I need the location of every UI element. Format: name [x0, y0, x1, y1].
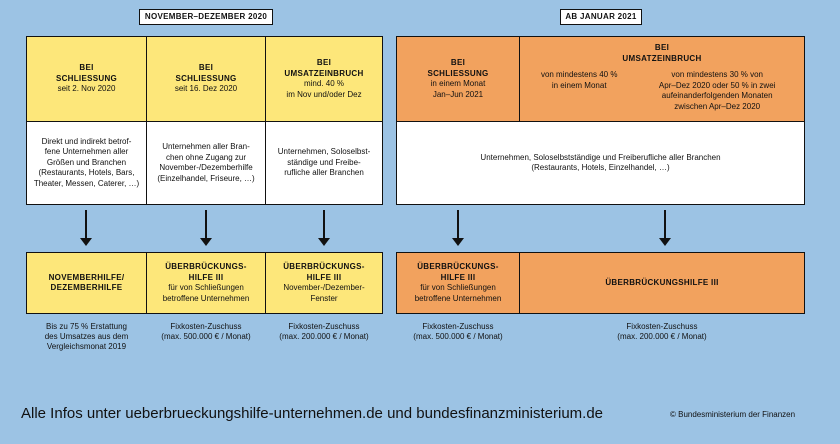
header-nov-dez: NOVEMBER–DEZEMBER 2020 — [139, 9, 273, 25]
note-line: (max. 500.000 € / Monat) — [413, 332, 503, 341]
note-4 — [396, 322, 520, 342]
note-line: Vergleichsmonat 2019 — [46, 342, 127, 351]
note-line: (max. 500.000 € / Monat) — [161, 332, 251, 341]
top-box-umsatzeinbruch-2021 — [519, 36, 805, 122]
top-box-title1: BEI — [198, 63, 214, 73]
bottom-sub: für von Schließungen — [420, 283, 496, 292]
note-line: (max. 200.000 € / Monat) — [279, 332, 369, 341]
bottom-title: NOVEMBERHILFE/ — [48, 272, 125, 282]
mid-line: Direkt und indirekt betrof- — [41, 136, 132, 146]
criteria-line: von mindestens 40 % — [540, 70, 618, 79]
top-box-schliessung-dez — [146, 36, 266, 122]
mid-line: (Einzelhandel, Friseure, …) — [157, 173, 255, 183]
mid-line: (Restaurants, Hotels, Bars, — [38, 168, 135, 178]
note-line: Fixkosten-Zuschuss — [288, 322, 360, 331]
bottom-title: DEZEMBERHILFE — [50, 283, 123, 292]
bottom-title: ÜBERBRÜCKUNGS- — [283, 262, 365, 271]
note-line: Fixkosten-Zuschuss — [626, 322, 698, 331]
top-box-sub1: seit 16. Dez 2020 — [174, 84, 238, 94]
bottom-title: ÜBERBRÜCKUNGS- — [417, 262, 499, 271]
mid-line: chen ohne Zugang zur — [165, 152, 247, 162]
note-line: Fixkosten-Zuschuss — [170, 322, 242, 331]
top-box-sub2: im Nov und/oder Dez — [286, 89, 362, 99]
top-box-sub1: in einem Monat — [430, 79, 486, 88]
note-line: des Umsatzes aus dem — [44, 332, 129, 341]
mid-box-3 — [265, 121, 383, 205]
note-2 — [146, 322, 266, 342]
top-box-umsatzeinbruch-2020 — [265, 36, 383, 122]
top-box-title2: SCHLIESSUNG — [55, 73, 118, 83]
bottom-title: HILFE III — [306, 272, 342, 282]
note-3 — [265, 322, 383, 342]
top-box-title2: UMSATZEINBRUCH — [622, 53, 702, 63]
top-box-left-criteria — [524, 70, 634, 112]
top-box-title2: SCHLIESSUNG — [175, 73, 237, 83]
top-box-title2: UMSATZEINBRUCH — [284, 68, 364, 78]
bottom-box-ueberbrueckungshilfe-iii — [519, 252, 805, 314]
bottom-title: HILFE III — [188, 272, 224, 282]
top-box-schliessung-nov — [26, 36, 147, 122]
mid-line: November-/Dezemberhilfe — [159, 163, 253, 172]
header-ab-januar: AB JANUAR 2021 — [560, 9, 642, 25]
mid-box-2 — [146, 121, 266, 205]
mid-line: Unternehmen, Soloselbst- — [277, 147, 371, 157]
top-box-split — [524, 70, 800, 112]
note-5 — [519, 322, 805, 342]
note-1 — [26, 322, 147, 352]
note-line: Fixkosten-Zuschuss — [422, 322, 494, 331]
top-box-right-criteria — [634, 70, 800, 112]
bottom-title: ÜBERBRÜCKUNGSHILFE III — [605, 277, 719, 287]
bottom-title: HILFE III — [440, 272, 476, 282]
note-line: Bis zu 75 % Erstattung — [46, 322, 127, 331]
top-box-sub1: mind. 40 % — [303, 79, 345, 88]
mid-box-1 — [26, 121, 147, 205]
bottom-title: ÜBERBRÜCKUNGS- — [165, 262, 247, 271]
criteria-line: aufeinanderfolgenden Monaten — [661, 91, 773, 100]
top-box-sub2: Jan–Jun 2021 — [432, 89, 484, 99]
bottom-box-novemberhilfe — [26, 252, 147, 314]
mid-line: Unternehmen, Soloselbstständige und Freiberufliche aller Branchen — [480, 152, 721, 162]
mid-line: Größen und Branchen — [46, 157, 127, 167]
note-line: (max. 200.000 € / Monat) — [617, 332, 707, 341]
copyright-text: © Bundesministerium der Finanzen — [670, 410, 796, 419]
bottom-sub: für von Schließungen — [168, 283, 244, 292]
top-box-sub1: seit 2. Nov 2020 — [57, 84, 116, 94]
bottom-sub: November-/Dezember- — [283, 283, 365, 292]
bottom-box-ueberbrueckung-schliessung — [146, 252, 266, 314]
mid-line: ständige und Freibe- — [287, 157, 361, 167]
top-box-title2: SCHLIESSUNG — [427, 68, 489, 78]
mid-box-2021 — [396, 121, 805, 205]
bottom-sub: betroffene Unternehmen — [414, 293, 502, 303]
criteria-line: zwischen Apr–Dez 2020 — [674, 101, 761, 111]
bottom-sub: Fenster — [310, 293, 338, 303]
bottom-sub: betroffene Unternehmen — [162, 293, 250, 303]
mid-line: Unternehmen aller Bran- — [162, 142, 250, 151]
mid-line: fene Unternehmen aller — [44, 147, 129, 157]
top-box-title1: BEI — [316, 58, 332, 67]
criteria-line: Apr–Dez 2020 oder 50 % in zwei — [658, 80, 776, 90]
top-box-schliessung-2021 — [396, 36, 520, 122]
bottom-box-ueberbrueckung-fenster — [265, 252, 383, 314]
top-box-title1: BEI — [654, 43, 670, 52]
mid-line: rufliche aller Branchen — [284, 168, 364, 178]
mid-line: Theater, Messen, Caterer, …) — [33, 178, 140, 188]
top-box-title1: BEI — [79, 63, 94, 73]
mid-line: (Restaurants, Hotels, Einzelhandel, …) — [531, 163, 670, 172]
footer-info-text: Alle Infos unter ueberbrueckungshilfe-unternehmen.de und bundesfinanzministerium.de — [21, 405, 604, 422]
criteria-line: in einem Monat — [551, 80, 607, 90]
criteria-line: von mindestens 30 % von — [671, 70, 763, 79]
top-box-title1: BEI — [450, 58, 466, 67]
bottom-box-ueberbrueckung-2021-schliessung — [396, 252, 520, 314]
